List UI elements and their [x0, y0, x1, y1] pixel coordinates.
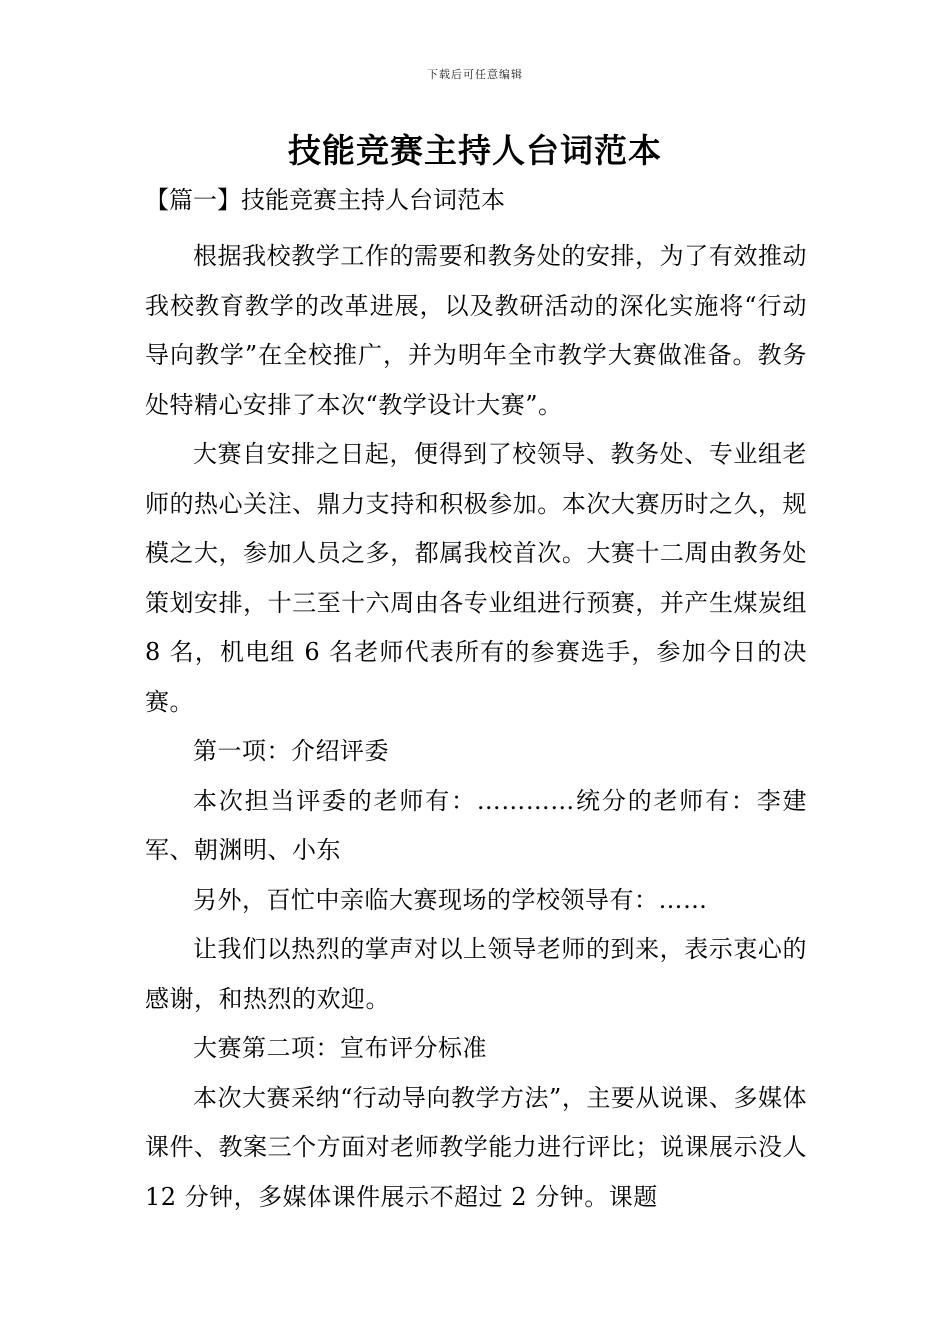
document-title: 技能竞赛主持人台词范本	[288, 131, 662, 170]
paragraph-item-1: 第一项：介绍评委	[193, 737, 389, 765]
paragraph-intro: 根据我校教学工作的需要和教务处的安排，为了有效推动我校教育教学的改革进展，以及教研活动的深化实施将“行动导向教学”在全校推广，并为明年全市教学大赛做准备。教务处特精心安排了本次“教学设计大赛”。	[145, 242, 807, 419]
paragraph-background: 大赛自安排之日起，便得到了校领导、教务处、专业组老师的热心关注、鼎力支持和积极参加。本次大赛历时之久，规模之大，参加人员之多，都属我校首次。大赛十二周由教务处策划安排，十三至十六周由各专业组进行预赛，并产生煤炭组 8 名，机电组 6 名老师代表所有的参赛选手，参加今日的决赛。	[145, 440, 807, 716]
document-body	[145, 182, 807, 1222]
header-note: 下载后可任意编辑	[427, 68, 523, 81]
paragraph-welcome: 让我们以热烈的掌声对以上领导老师的到来，表示衷心的感谢，和热烈的欢迎。	[145, 935, 807, 1013]
section-heading: 【篇一】技能竞赛主持人台词范本	[145, 186, 505, 214]
paragraph-leaders: 另外，百忙中亲临大赛现场的学校领导有：……	[193, 885, 708, 914]
paragraph-scoring: 本次大赛采纳“行动导向教学方法”，主要从说课、多媒体课件、教案三个方面对老师教学能力进行评比；说课展示没人 12 分钟，多媒体课件展示不超过 2 分钟。课题	[145, 1083, 807, 1211]
paragraph-item-2: 大赛第二项：宣布评分标准	[193, 1034, 487, 1062]
paragraph-judges: 本次担当评委的老师有：…………统分的老师有：李建军、朝渊明、小东	[145, 786, 807, 864]
